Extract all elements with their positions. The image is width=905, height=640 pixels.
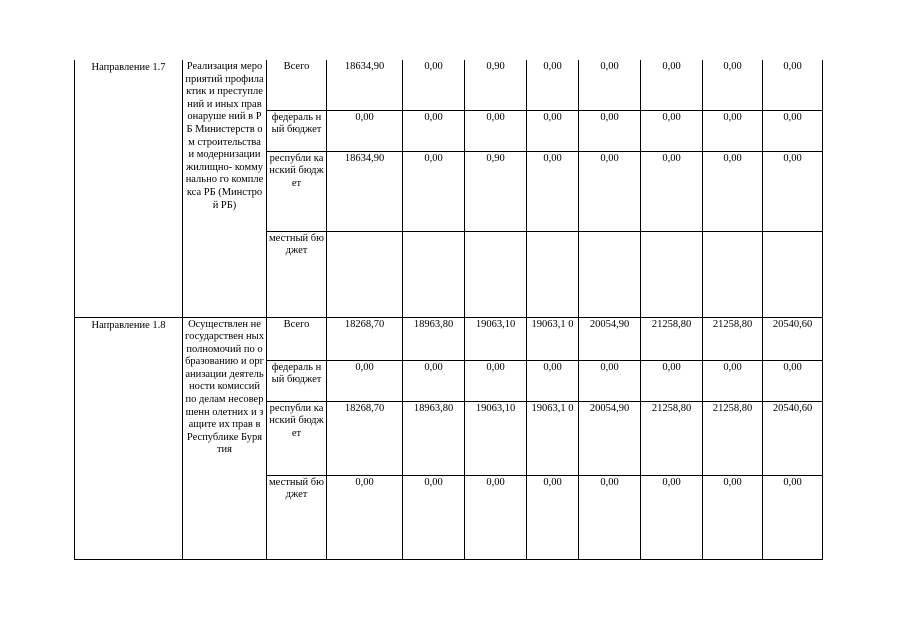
value-cell: 0,00 xyxy=(703,151,763,231)
value-cell: 0,00 xyxy=(641,360,703,401)
value-cell: 18634,90 xyxy=(327,60,403,110)
value-cell: 0,00 xyxy=(527,60,579,110)
value-cell: 0,00 xyxy=(327,110,403,151)
value-cell: 0,00 xyxy=(703,60,763,110)
value-cell: 19063,1 0 xyxy=(527,317,579,360)
value-cell xyxy=(327,231,403,317)
value-cell: 19063,1 0 xyxy=(527,401,579,475)
funding-source: республи канский бюджет xyxy=(267,151,327,231)
value-cell: 0,00 xyxy=(579,151,641,231)
value-cell: 0,00 xyxy=(465,360,527,401)
funding-source: Всего xyxy=(267,317,327,360)
value-cell: 0,00 xyxy=(579,360,641,401)
funding-source: федераль ный бюджет xyxy=(267,360,327,401)
funding-source: Всего xyxy=(267,60,327,110)
value-cell: 0,00 xyxy=(579,110,641,151)
value-cell: 20540,60 xyxy=(763,401,823,475)
value-cell: 0,00 xyxy=(703,110,763,151)
value-cell: 21258,80 xyxy=(703,401,763,475)
table-body xyxy=(75,60,823,559)
value-cell: 18268,70 xyxy=(327,401,403,475)
value-cell xyxy=(763,231,823,317)
value-cell: 0,00 xyxy=(527,475,579,559)
value-cell: 0,90 xyxy=(465,151,527,231)
direction-description: Осуществлен не государствен ных полномочий по образованию и организации деятельности комиссий по делам несовершенн олетних и защите их прав в Республике Бурятия xyxy=(183,317,267,559)
direction-label: Направление 1.7 xyxy=(75,60,183,317)
budget-table xyxy=(74,60,823,560)
value-cell: 0,00 xyxy=(641,475,703,559)
value-cell: 21258,80 xyxy=(703,317,763,360)
value-cell xyxy=(703,231,763,317)
value-cell: 0,00 xyxy=(403,475,465,559)
direction-label: Направление 1.8 xyxy=(75,317,183,559)
value-cell: 0,00 xyxy=(327,475,403,559)
value-cell: 0,00 xyxy=(465,110,527,151)
value-cell: 0,00 xyxy=(403,110,465,151)
value-cell: 20540,60 xyxy=(763,317,823,360)
value-cell: 19063,10 xyxy=(465,317,527,360)
value-cell: 18963,80 xyxy=(403,401,465,475)
value-cell: 0,90 xyxy=(465,60,527,110)
value-cell: 20054,90 xyxy=(579,317,641,360)
value-cell: 0,00 xyxy=(527,110,579,151)
funding-source: местный бюджет xyxy=(267,231,327,317)
value-cell: 0,00 xyxy=(763,110,823,151)
value-cell: 0,00 xyxy=(403,60,465,110)
value-cell xyxy=(579,231,641,317)
value-cell: 0,00 xyxy=(641,60,703,110)
value-cell: 19063,10 xyxy=(465,401,527,475)
funding-source: федераль ный бюджет xyxy=(267,110,327,151)
value-cell: 0,00 xyxy=(763,60,823,110)
value-cell xyxy=(641,231,703,317)
value-cell: 0,00 xyxy=(703,475,763,559)
funding-source: республи канский бюджет xyxy=(267,401,327,475)
value-cell: 0,00 xyxy=(403,360,465,401)
value-cell: 0,00 xyxy=(465,475,527,559)
value-cell: 0,00 xyxy=(327,360,403,401)
value-cell: 0,00 xyxy=(403,151,465,231)
value-cell: 21258,80 xyxy=(641,317,703,360)
value-cell: 0,00 xyxy=(527,151,579,231)
value-cell: 0,00 xyxy=(763,475,823,559)
value-cell: 0,00 xyxy=(579,475,641,559)
value-cell: 0,00 xyxy=(703,360,763,401)
table-row xyxy=(75,317,823,360)
value-cell: 0,00 xyxy=(641,151,703,231)
direction-description: Реализация мероприятий профилактик и преступлений и иных правонаруше ний в РБ Министерств ом строительства и модернизации жилищно- коммунально го комплекса РБ (Минстрой РБ) xyxy=(183,60,267,317)
value-cell: 18963,80 xyxy=(403,317,465,360)
funding-source: местный бюджет xyxy=(267,475,327,559)
value-cell: 18634,90 xyxy=(327,151,403,231)
value-cell: 18268,70 xyxy=(327,317,403,360)
value-cell: 0,00 xyxy=(763,151,823,231)
value-cell xyxy=(403,231,465,317)
value-cell xyxy=(527,231,579,317)
value-cell: 0,00 xyxy=(527,360,579,401)
value-cell: 0,00 xyxy=(641,110,703,151)
table-row xyxy=(75,60,823,110)
value-cell: 0,00 xyxy=(579,60,641,110)
value-cell xyxy=(465,231,527,317)
value-cell: 21258,80 xyxy=(641,401,703,475)
value-cell: 0,00 xyxy=(763,360,823,401)
value-cell: 20054,90 xyxy=(579,401,641,475)
